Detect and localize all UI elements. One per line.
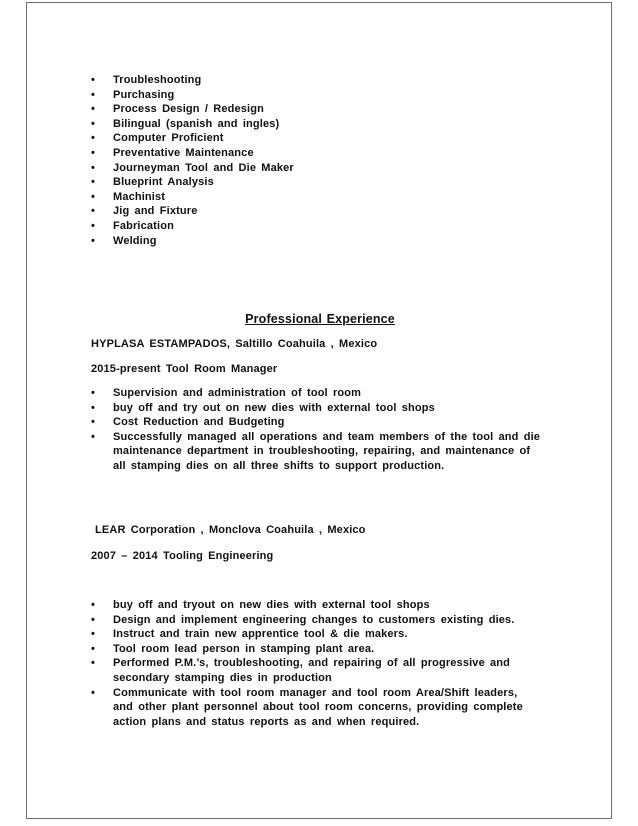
bullet-icon: •	[91, 219, 96, 232]
list-item: • Blueprint Analysis	[91, 176, 214, 189]
list-item: • Cost Reduction and Budgeting	[91, 416, 285, 429]
bullet-icon: •	[91, 599, 96, 611]
bullet-icon: •	[91, 205, 96, 218]
bullet-icon: •	[91, 146, 96, 159]
job-period-title: 2007 – 2014 Tooling Engineering	[91, 550, 274, 562]
bullet-icon: •	[91, 387, 96, 399]
list-item: • Performed P.M.’s, troubleshooting, and repairing of all progressive and secondary stamping dies in production	[91, 657, 511, 684]
bullet-icon: •	[91, 642, 96, 655]
list-item: • buy off and try out on new dies with external tool shops	[91, 401, 435, 414]
bullet-icon: •	[91, 613, 96, 626]
bullet-icon: •	[91, 88, 96, 101]
list-item: • Design and implement engineering changes to customers existing dies.	[91, 613, 515, 626]
list-item: • Successfully managed all operations and team members of the tool and die maintenance department in troubleshooting, repairing, and maintenance of all stamping dies on all three shifts to support production.	[91, 430, 541, 472]
bullet-icon: •	[91, 401, 96, 414]
bullet-icon: •	[91, 117, 96, 130]
list-item: • Journeyman Tool and Die Maker	[91, 161, 294, 174]
bullet-icon: •	[91, 132, 96, 145]
list-item: • Purchasing	[91, 88, 175, 101]
job-company: LEAR Corporation , Monclova Coahuila , Mexico	[95, 524, 366, 536]
job-duties-list	[91, 598, 571, 729]
list-item: • buy off and tryout on new dies with external tool shops	[91, 599, 430, 611]
bullet-icon: •	[91, 416, 96, 429]
list-item: • Computer Proficient	[91, 132, 224, 145]
skills-list	[91, 73, 593, 248]
list-item: • Bilingual (spanish and ingles)	[91, 117, 280, 130]
bullet-icon: •	[91, 190, 96, 203]
bullet-icon: •	[91, 430, 96, 443]
list-item: • Troubleshooting	[91, 74, 202, 86]
bullet-icon: •	[91, 657, 96, 670]
list-item: • Fabrication	[91, 219, 174, 232]
list-item: • Instruct and train new apprentice tool & die makers.	[91, 628, 408, 641]
list-item: • Machinist	[91, 190, 166, 203]
bullet-icon: •	[91, 74, 96, 86]
section-heading-experience: Professional Experience	[245, 312, 395, 326]
list-item: • Welding	[91, 234, 157, 247]
list-item: • Supervision and administration of tool room	[91, 387, 362, 399]
bullet-icon: •	[91, 686, 96, 699]
job-period-title: 2015-present Tool Room Manager	[91, 363, 278, 375]
list-item: • Communicate with tool room manager and tool room Area/Shift leaders, and other plant personnel about tool room concerns, providing complete action plans and status reports as and when required.	[91, 686, 523, 728]
bullet-icon: •	[91, 103, 96, 116]
bullet-icon: •	[91, 176, 96, 189]
list-item: • Tool room lead person in stamping plant area.	[91, 642, 375, 655]
bullet-icon: •	[91, 161, 96, 174]
list-item: • Jig and Fixture	[91, 205, 198, 218]
job-company: HYPLASA ESTAMPADOS, Saltillo Coahuila , Mexico	[91, 338, 378, 350]
bullet-icon: •	[91, 234, 96, 247]
list-item: • Process Design / Redesign	[91, 103, 264, 116]
bullet-icon: •	[91, 628, 96, 641]
job-duties-list	[91, 386, 571, 474]
list-item: • Preventative Maintenance	[91, 146, 254, 159]
